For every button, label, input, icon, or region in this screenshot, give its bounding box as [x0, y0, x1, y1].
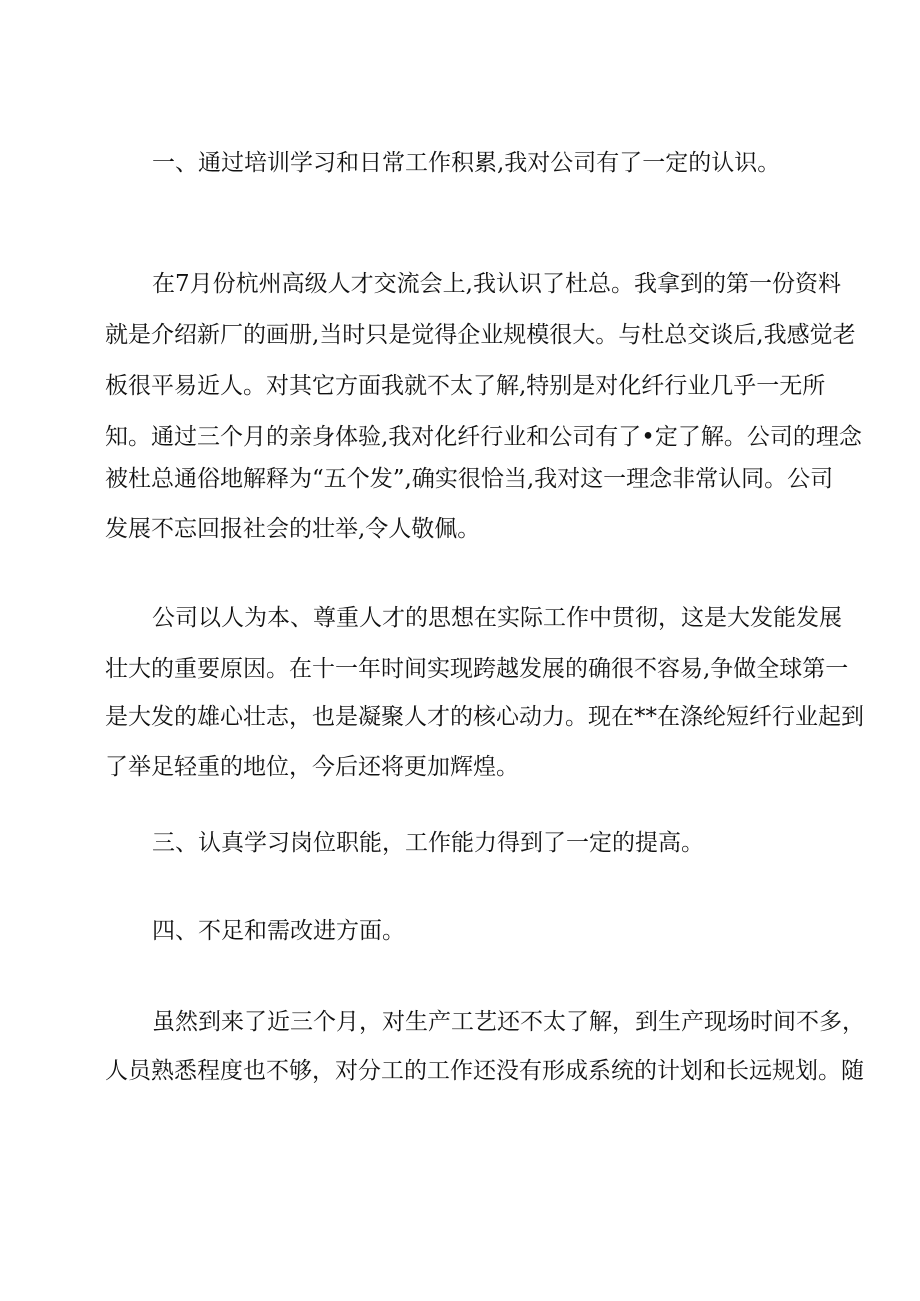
paragraph-line: 壮大的重要原因。在十一年时间实现跨越发展的确很不容易,争做全球第一: [105, 656, 849, 682]
paragraph-line: 就是介绍新厂的画册,当时只是觉得企业规模很大。与杜总交谈后,我感觉老: [105, 322, 856, 348]
section-heading-1: 一、通过培训学习和日常工作积累,我对公司有了一定的认识。: [152, 150, 781, 176]
paragraph-line: 知。通过三个月的亲身体验,我对化纤行业和公司有了•定了解。公司的理念: [105, 424, 862, 450]
paragraph-line: 了举足轻重的地位，今后还将更加辉煌。: [105, 754, 519, 780]
paragraph-line: 人员熟悉程度也不够，对分工的工作还没有形成系统的计划和长远规划。随: [105, 1058, 864, 1084]
paragraph-line: 公司以人为本、尊重人才的思想在实际工作中贯彻，这是大发能发展: [152, 605, 842, 631]
paragraph-line: 板很平易近人。对其它方面我就不太了解,特别是对化纤行业几乎一无所: [105, 373, 826, 399]
paragraph-line: 在7月份杭州高级人才交流会上,我认识了杜总。我拿到的第一份资料: [152, 271, 841, 297]
section-heading-4: 四、不足和需改进方面。: [152, 918, 405, 944]
paragraph-line: 虽然到来了近三个月，对生产工艺还不太了解，到生产现场时间不多，: [152, 1009, 865, 1035]
paragraph-line: 是大发的雄心壮志，也是凝聚人才的核心动力。现在**在涤纶短纤行业起到: [105, 704, 864, 730]
paragraph-line: 发展不忘回报社会的壮举,令人敬佩。: [105, 516, 481, 542]
section-heading-3: 三、认真学习岗位职能，工作能力得到了一定的提高。: [152, 830, 704, 856]
paragraph-line: 被杜总通俗地解释为“五个发”,确实很恰当,我对这一理念非常认同。公司: [105, 466, 834, 492]
